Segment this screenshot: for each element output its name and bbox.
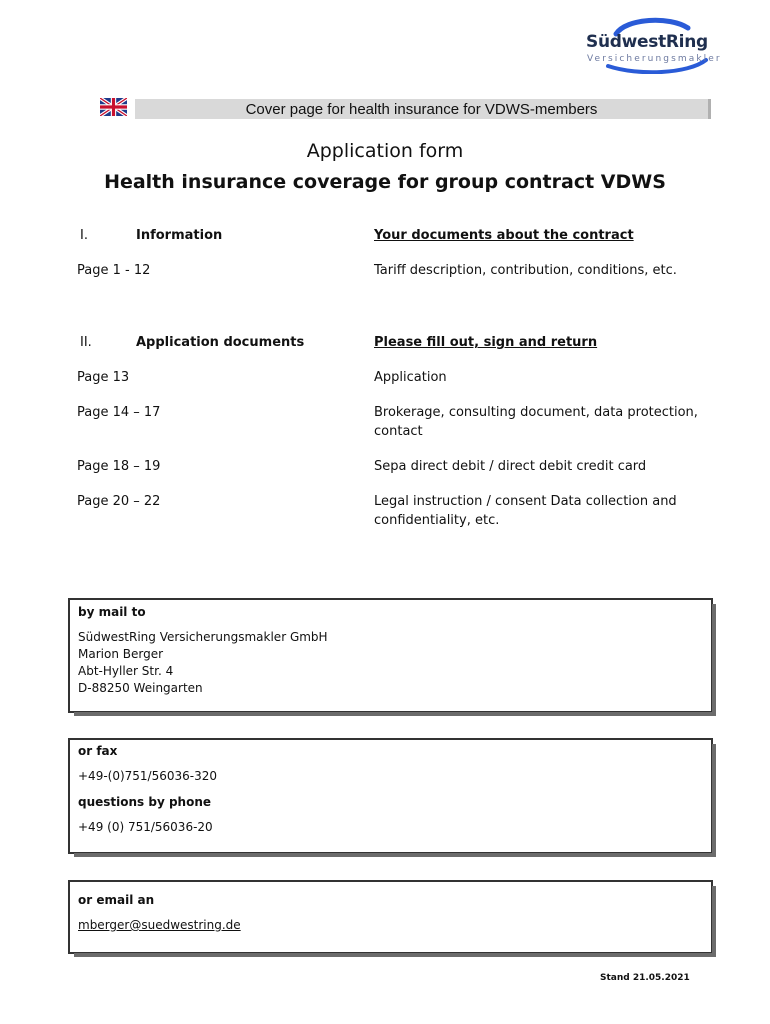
logo-name: SüdwestRing [586, 32, 708, 52]
section1-label: Information [136, 228, 223, 243]
section2-row-pages: Page 14 – 17 [77, 405, 161, 420]
email-link[interactable]: mberger@suedwestring.de [78, 918, 241, 932]
section1-row-desc: Tariff description, contribution, conditions, etc. [374, 263, 677, 278]
logo-subtitle: Versicherungsmakler [587, 54, 722, 64]
section2-number: II. [80, 335, 92, 350]
stand-date: Stand 21.05.2021 [600, 973, 690, 983]
section2-row-desc-cont: confidentiality, etc. [374, 513, 500, 528]
section2-row-desc: Brokerage, consulting document, data protection, [374, 405, 698, 420]
section1-right-header: Your documents about the contract [374, 228, 634, 243]
phone-heading: questions by phone [78, 795, 212, 809]
section2-row-pages: Page 20 – 22 [77, 494, 161, 509]
mail-company: SüdwestRing Versicherungsmakler GmbH [78, 630, 328, 644]
mail-heading: by mail to [78, 605, 146, 619]
section2-row-pages: Page 13 [77, 370, 130, 385]
mail-street: Abt-Hyller Str. 4 [78, 664, 174, 678]
fax-number: +49-(0)751/56036-320 [78, 769, 218, 783]
page-subtitle: Health insurance coverage for group contract VDWS [104, 171, 666, 193]
email-heading: or email an [78, 893, 155, 907]
uk-flag-icon[interactable] [100, 98, 127, 116]
page-title: Application form [306, 140, 464, 162]
fax-box [68, 738, 713, 854]
phone-number: +49 (0) 751/56036-20 [78, 820, 213, 834]
email-box [68, 880, 713, 954]
company-logo [578, 14, 722, 74]
mail-contact-name: Marion Berger [78, 647, 164, 661]
section2-row-desc: Sepa direct debit / direct debit credit card [374, 459, 647, 474]
section1-row-pages: Page 1 - 12 [77, 263, 151, 278]
section2-row-desc-cont: contact [374, 424, 423, 439]
mail-city: D-88250 Weingarten [78, 681, 203, 695]
section2-row-desc: Application [374, 370, 447, 385]
section2-row-pages: Page 18 – 19 [77, 459, 161, 474]
fax-heading: or fax [78, 744, 118, 758]
section2-label: Application documents [136, 335, 305, 350]
mail-box [68, 598, 713, 713]
section2-right-header: Please fill out, sign and return [374, 335, 598, 350]
section2-row-desc: Legal instruction / consent Data collection and [374, 494, 677, 509]
section1-number: I. [80, 228, 88, 243]
cover-banner: Cover page for health insurance for VDWS-members [135, 99, 711, 119]
